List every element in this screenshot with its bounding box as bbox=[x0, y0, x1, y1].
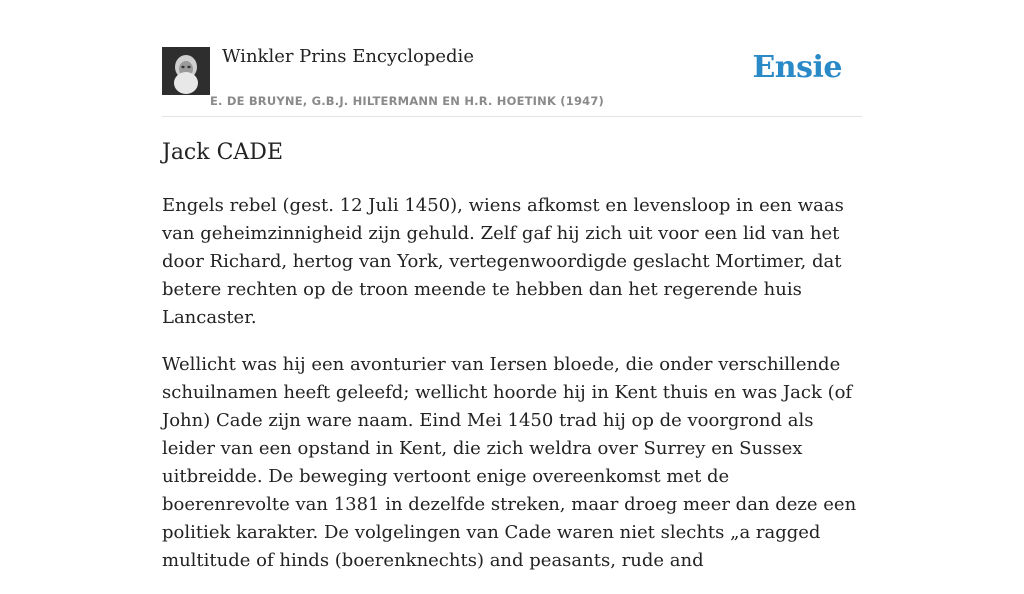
ensie-logo-link[interactable]: Ensie bbox=[752, 50, 842, 85]
source-header bbox=[162, 42, 862, 117]
article-body bbox=[162, 192, 862, 594]
article-paragraph: Engels rebel (gest. 12 Juli 1450), wiens afkomst en levensloop in een waas van geheimzinnigheid zijn gehuld. Zelf gaf hij zich uit voor een lid van het door Richard, hertog van York, vertegenwoordigde geslacht Mortimer, dat betere rechten op de troon meende te hebben dan het regerende huis Lancaster. bbox=[162, 195, 844, 328]
source-title[interactable]: Winkler Prins Encyclopedie bbox=[222, 46, 474, 67]
entry-title: Jack CADE bbox=[162, 140, 283, 165]
author-portrait-icon bbox=[162, 47, 210, 95]
article-paragraph: Wellicht was hij een avonturier van Iersen bloede, die onder verschillende schuilnamen heeft geleefd; wellicht hoorde hij in Kent thuis en was Jack (of John) Cade zijn ware naam. Eind Mei 1450 trad hij op de voorgrond als leider van een opstand in Kent, die zich weldra over Surrey en Sussex uitbreidde. De beweging vertoont enige overeenkomst met de boerenrevolte van 1381 in dezelfde streken, maar droeg meer dan deze een politiek karakter. De volgelingen van Cade waren niet slechts „a ragged multitude of hinds (boerenknechts) and peasants, rude and bbox=[162, 354, 857, 571]
author-avatar[interactable] bbox=[162, 47, 210, 95]
source-authors: E. DE BRUYNE, G.B.J. HILTERMANN EN H.R. HOETINK (1947) bbox=[210, 94, 605, 108]
